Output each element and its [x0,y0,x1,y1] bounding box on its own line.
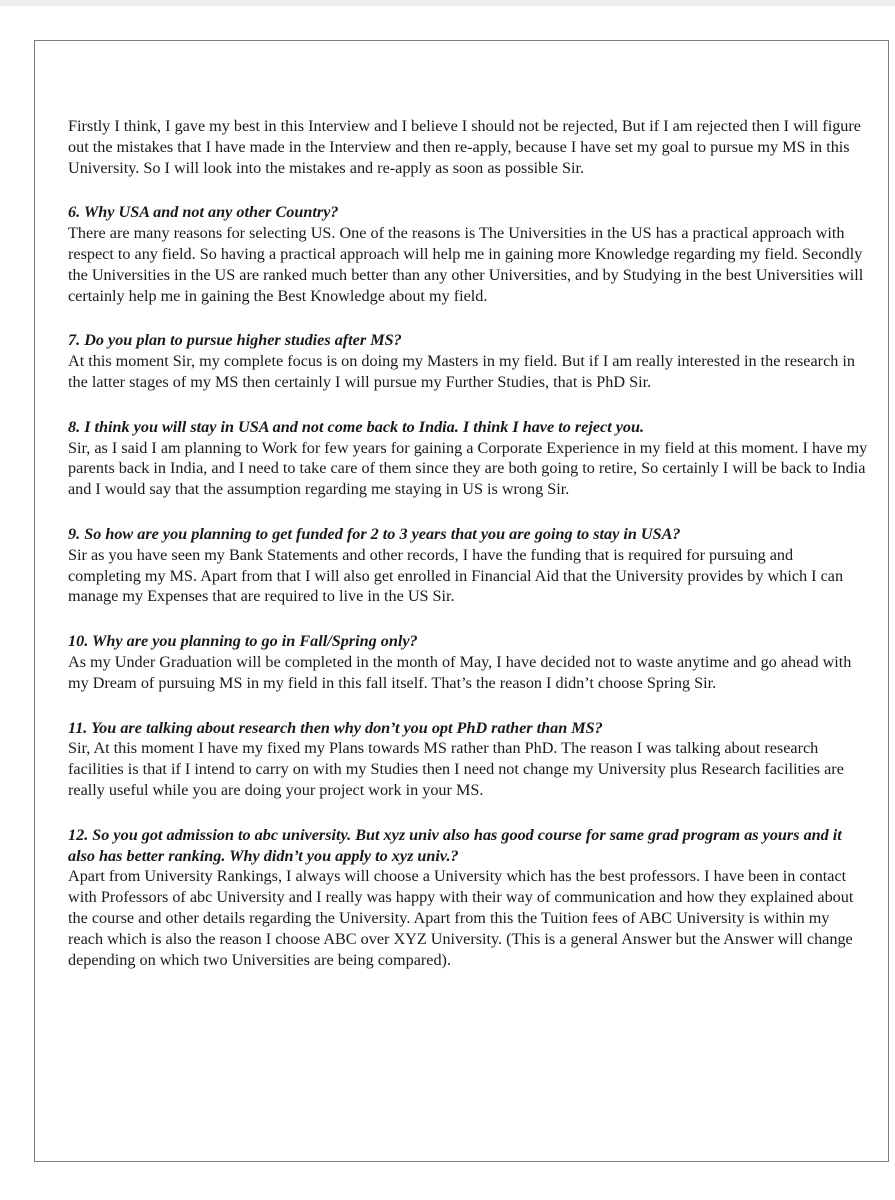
question-6: 6. Why USA and not any other Country? [68,203,339,222]
answer-6: There are many reasons for selecting US. One of the reasons is The Universities in the US has a practical approach with respect to any field. So having a practical approach will help me in gaining more Knowledge regarding my field. Secondly the Universities in the US are ranked much better than any other Universities, and by Studying in the best Universities will certainly help me in gaining the Best Knowledge about my field. [68,224,864,305]
qa-item-12 [68,825,868,971]
top-strip [0,0,895,6]
question-8: 8. I think you will stay in USA and not come back to India. I think I have to reject you. [68,417,645,436]
question-7: 7. Do you plan to pursue higher studies after MS? [68,331,402,350]
document-content [68,116,868,970]
qa-item-8 [68,417,868,500]
answer-8: Sir, as I said I am planning to Work for few years for gaining a Corporate Experience in my field at this moment. I have my parents back in India, and I need to take care of them since they are both going to retire, So certainly I will be back to India and I would say that the assumption regarding me staying in US is wrong Sir. [68,438,868,499]
answer-9: Sir as you have seen my Bank Statements and other records, I have the funding that is required for pursuing and completing my MS. Apart from that I will also get enrolled in Financial Aid that the University provides by which I can manage my Expenses that are required to live in the US Sir. [68,545,844,606]
answer-7: At this moment Sir, my complete focus is on doing my Masters in my field. But if I am really interested in the research in the latter stages of my MS then certainly I will pursue my Further Studies, that is PhD Sir. [68,352,855,391]
qa-item-6 [68,202,868,306]
intro-answer: Firstly I think, I gave my best in this Interview and I believe I should not be rejected, But if I am rejected then I will figure out the mistakes that I have made in the Interview and then re-apply, because I have set my goal to pursue my MS in this University. So I will look into the mistakes and re-apply as soon as possible Sir. [68,117,861,177]
qa-item-9 [68,524,868,607]
question-10: 10. Why are you planning to go in Fall/Spring only? [68,632,418,651]
question-11: 11. You are talking about research then why don’t you opt PhD rather than MS? [68,718,603,737]
question-9: 9. So how are you planning to get funded for 2 to 3 years that you are going to stay in USA? [68,524,681,543]
question-12: 12. So you got admission to abc university. But xyz univ also has good course for same grad program as yours and it also has better ranking. Why didn’t you apply to xyz univ.? [68,825,842,865]
qa-item-11 [68,718,868,801]
answer-12: Apart from University Rankings, I always will choose a University which has the best professors. I have been in contact with Professors of abc University and I really was happy with their way of communication and how they explained about the course and other details regarding the University. Apart from this the Tuition fees of ABC University is within my reach which is also the reason I choose ABC over XYZ University. (This is a general Answer but the Answer will change depending on which two Universities are being compared). [68,867,854,969]
qa-item-7 [68,330,868,392]
qa-item-10 [68,631,868,693]
answer-10: As my Under Graduation will be completed in the month of May, I have decided not to waste anytime and go ahead with my Dream of pursuing MS in my field in this fall itself. That’s the reason I didn’t choose Spring Sir. [68,652,852,692]
answer-11: Sir, At this moment I have my fixed my Plans towards MS rather than PhD. The reason I was talking about research facilities is that if I intend to carry on with my Studies then I need not change my University plus Research facilities are really useful while you are doing your project work in your MS. [68,739,844,799]
